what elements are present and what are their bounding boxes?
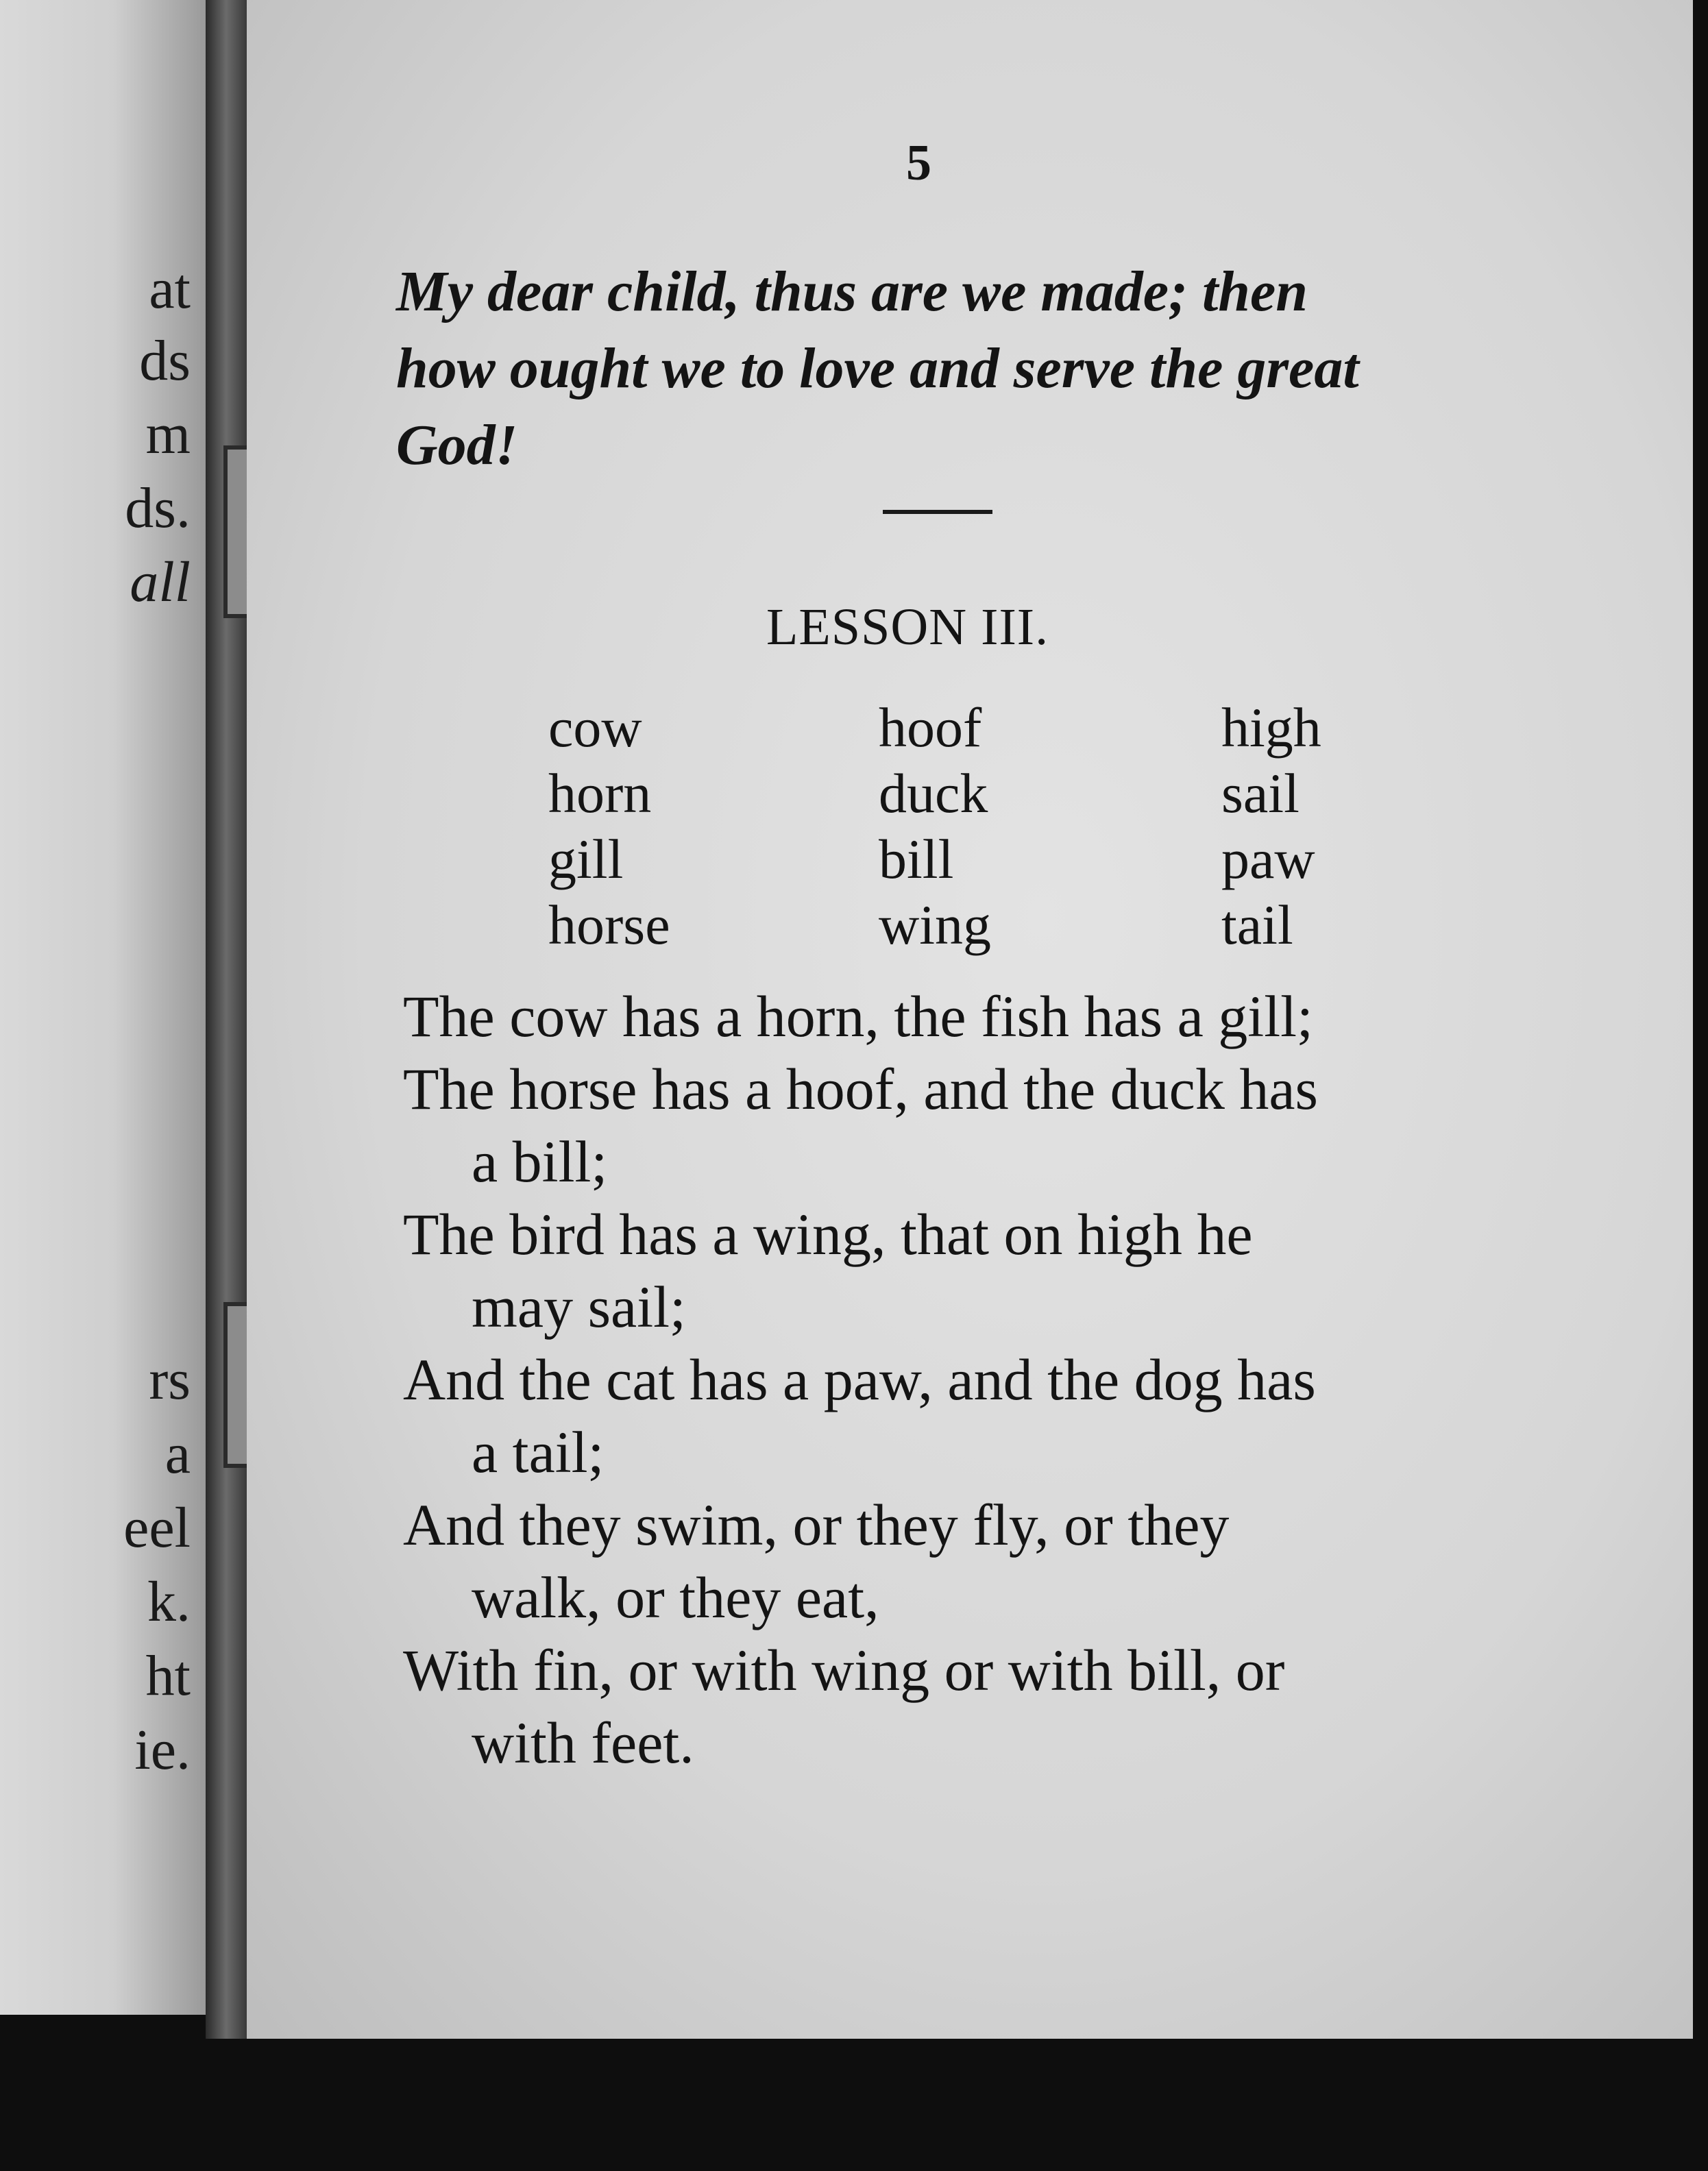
left-page-fragment: ie. — [134, 1718, 191, 1782]
poem-line: The cow has a horn, the fish has a gill; — [403, 983, 1313, 1049]
left-page-fragment: ds — [139, 329, 191, 393]
vocabulary-word: wing — [879, 894, 991, 956]
left-page-edge — [0, 0, 206, 2015]
intro-paragraph — [396, 254, 1486, 484]
vocabulary-word: high — [1221, 696, 1321, 759]
left-page-fragment: at — [149, 257, 191, 321]
poem-line-continuation: with feet. — [472, 1710, 694, 1776]
vocabulary-word: hoof — [879, 696, 982, 759]
vocabulary-word: gill — [548, 828, 624, 890]
left-page-fragment: all — [130, 550, 191, 614]
vocabulary-word: bill — [879, 828, 954, 890]
left-page-fragment: ht — [145, 1644, 191, 1708]
intro-line: My dear child, thus are we made; then — [396, 260, 1308, 323]
poem-line-continuation: a tail; — [472, 1419, 605, 1485]
vocabulary-column — [1221, 695, 1321, 958]
left-page-fragment: k. — [147, 1570, 191, 1634]
poem-line-continuation: a bill; — [472, 1129, 608, 1194]
poem-line: The horse has a hoof, and the duck has — [403, 1056, 1318, 1122]
intro-line: how ought we to love and serve the great — [396, 336, 1359, 400]
vocabulary-word: duck — [879, 762, 988, 824]
intro-line: God! — [396, 413, 518, 477]
vocabulary-word: horse — [548, 894, 670, 956]
poem-line: And the cat has a paw, and the dog has — [403, 1347, 1316, 1412]
vocabulary-word: cow — [548, 696, 642, 759]
left-page-fragment: a — [164, 1422, 191, 1486]
poem-line: And they swim, or they fly, or they — [403, 1492, 1230, 1558]
vocabulary-word: sail — [1221, 762, 1300, 824]
poem-line-continuation: may sail; — [472, 1274, 686, 1340]
lesson-heading: LESSON III. — [766, 598, 1049, 656]
page-number: 5 — [906, 135, 931, 191]
vocabulary-column — [548, 695, 670, 958]
lesson-poem — [403, 980, 1486, 1779]
poem-line: With fin, or with wing or with bill, or — [403, 1637, 1285, 1703]
left-page-fragment: rs — [149, 1348, 191, 1412]
left-page-fragment: eel — [123, 1496, 191, 1560]
vocabulary-word: horn — [548, 762, 652, 824]
poem-line-continuation: walk, or they eat, — [472, 1565, 879, 1630]
section-rule — [883, 510, 992, 514]
poem-line: The bird has a wing, that on high he — [403, 1201, 1253, 1267]
vocabulary-word: tail — [1221, 894, 1293, 956]
vocabulary-word: paw — [1221, 828, 1315, 890]
left-page-fragment: ds. — [125, 476, 191, 540]
vocabulary-column — [879, 695, 991, 958]
book-spine — [206, 0, 247, 2171]
left-page-fragment: m — [145, 402, 191, 466]
scan-border — [0, 2039, 1708, 2171]
